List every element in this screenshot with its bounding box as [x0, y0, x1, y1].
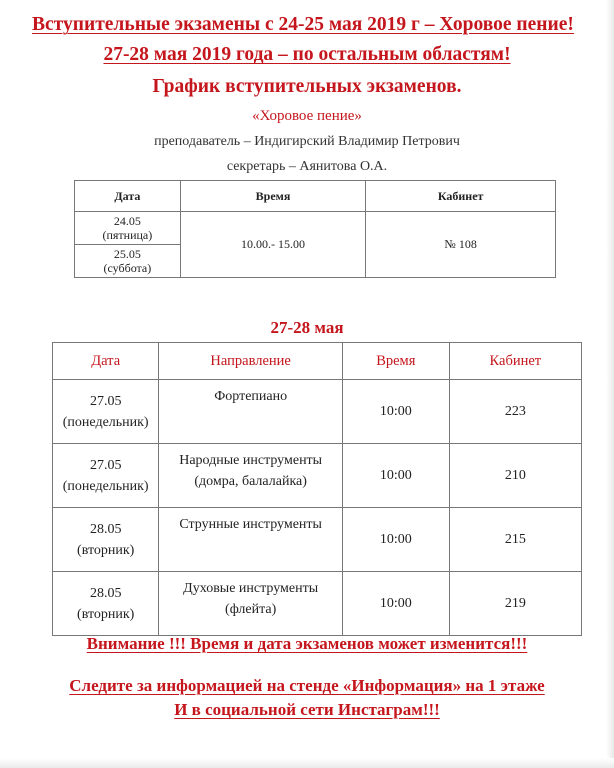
direction-line: (домра, балалайка)	[194, 474, 307, 489]
direction-line: Народные инструменты	[179, 453, 323, 468]
time-cell: 10.00.- 15.00	[180, 212, 366, 278]
time-cell: 10:00	[342, 380, 449, 444]
follow-info-text: Следите за информацией на стенде «Информация» на 1 этаже	[69, 676, 545, 695]
subject-title: «Хоровое пение»	[252, 108, 362, 124]
date-value: 28.05	[89, 585, 122, 601]
table-row	[53, 380, 582, 444]
date-cell	[75, 212, 181, 245]
time-cell: 10:00	[342, 508, 449, 572]
teacher-line: преподаватель – Индигирский Владимир Петрович	[154, 134, 460, 149]
header-time: Время	[342, 343, 449, 380]
direction-line: Духовые инструменты	[183, 581, 319, 596]
date-value: 24.05	[113, 214, 141, 228]
day-value: (понедельник)	[62, 414, 149, 430]
table-row	[75, 212, 556, 245]
direction-line: Струнные инструменты	[179, 517, 322, 532]
headline-other-areas: 27-28 мая 2019 года – по остальным областям!	[103, 44, 511, 65]
table-row	[53, 572, 582, 636]
day-value: (вторник)	[77, 542, 135, 558]
header-direction: Направление	[159, 343, 343, 380]
time-cell: 10:00	[342, 444, 449, 508]
room-cell: 219	[449, 572, 581, 636]
date-cell	[75, 245, 181, 278]
table-row	[53, 444, 582, 508]
table-row	[53, 508, 582, 572]
warning-text: Внимание !!! Время и дата экзаменов может изменится!!!	[86, 634, 528, 653]
header-time: Время	[180, 181, 366, 212]
room-cell: 223	[449, 380, 581, 444]
choir-schedule-table	[74, 180, 556, 278]
room-cell: 215	[449, 508, 581, 572]
date-cell	[53, 508, 159, 572]
day-value: (понедельник)	[62, 478, 149, 494]
direction-cell	[159, 444, 343, 508]
room-cell: 210	[449, 444, 581, 508]
table-header-row	[75, 181, 556, 212]
direction-cell	[159, 380, 343, 444]
direction-line: (флейта)	[225, 602, 277, 617]
room-cell: № 108	[366, 212, 556, 278]
date-cell	[53, 444, 159, 508]
day-value: (вторник)	[77, 606, 135, 622]
page-bottom-shadow	[0, 758, 614, 768]
date-value: 27.05	[89, 393, 122, 409]
header-date: Дата	[75, 181, 181, 212]
direction-cell	[159, 572, 343, 636]
direction-cell	[159, 508, 343, 572]
header-date: Дата	[53, 343, 159, 380]
date-cell	[53, 380, 159, 444]
document-page	[10, 6, 604, 758]
secretary-line: секретарь – Аянитова О.А.	[226, 159, 388, 174]
header-room: Кабинет	[366, 181, 556, 212]
date-value: 28.05	[89, 521, 122, 537]
date-value: 27.05	[89, 457, 122, 473]
time-cell: 10:00	[342, 572, 449, 636]
direction-line: Фортепиано	[214, 389, 288, 404]
header-room: Кабинет	[449, 343, 581, 380]
day-value: (пятница)	[102, 228, 153, 242]
follow-instagram-text: И в социальной сети Инстаграм!!!	[174, 700, 440, 719]
headline-choir-exams: Вступительные экзамены с 24-25 мая 2019 г – Хоровое пение!	[32, 14, 574, 35]
date-cell	[53, 572, 159, 636]
schedule-title: График вступительных экзаменов.	[152, 76, 462, 97]
date-value: 25.05	[113, 247, 141, 261]
day-value: (суббота)	[103, 261, 152, 275]
page-edge-shadow	[606, 0, 614, 768]
section-title-may-27-28: 27-28 мая	[270, 318, 344, 337]
table-header-row	[53, 343, 582, 380]
exams-schedule-table	[52, 342, 582, 636]
